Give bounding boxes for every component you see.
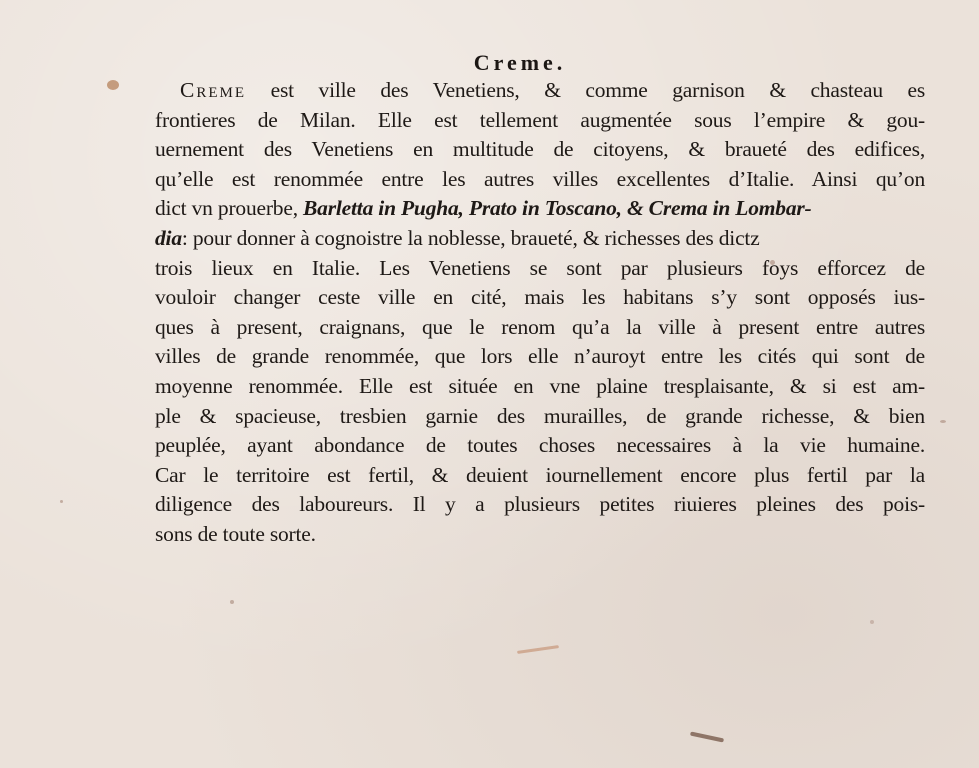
paper-fiber [690,732,724,743]
text-line [155,194,925,224]
text-line: diligence des laboureurs. Il y a plusieurs petites riuieres pleines des pois- [155,492,925,517]
paper-speck [230,600,234,604]
text-line: peuplée, ayant abondance de toutes choses necessaires à la vie humaine. [155,433,925,458]
text-line: vouloir changer ceste ville en cité, mais les habitans s’y sont opposés ius- [155,285,925,310]
text-line: ques à present, craignans, que le renom qu’a la ville à present entre autres [155,314,925,339]
paper-speck [60,500,63,503]
paper-speck [870,620,874,624]
text-line: villes de grande renommée, que lors elle n’auroyt entre les cités qui sont de [155,344,925,369]
text-line: moyenne renommée. Elle est située en vne plaine tresplaisante, & si est am- [155,373,925,398]
paper-fiber [517,645,559,654]
paper-speck [940,420,946,423]
text-line: Car le territoire est fertil, & deuient iournellement encore plus fertil par la [155,462,925,487]
line-text: dict vn prouerbe, [155,196,304,221]
text-line [155,76,925,106]
line-text: est ville des Venetiens, & comme garnison & chasteau es [246,78,925,102]
italic-proverb: Barletta in Pugha, Prato in Toscano, & Crema in Lombar- [303,196,812,221]
section-heading: Creme. [473,50,567,75]
text-line: frontieres de Milan. Elle est tellement augmentée sous l’empire & gou- [155,107,925,132]
text-line: trois lieux en Italie. Les Venetiens se sont par plusieurs foys efforcez de [155,255,925,280]
italic-proverb: dia [155,225,182,250]
text-line: ple & spacieuse, tresbien garnie des murailles, de grande richesse, & bien [155,403,925,428]
line-text: : pour donner à cognoistre la noblesse, braueté, & richesses des dictz [181,225,760,250]
text-line [155,224,925,254]
text-line: qu’elle est renommée entre les autres villes excellentes d’Italie. Ainsi qu’on [155,166,925,191]
text-line: uernement des Venetiens en multitude de citoyens, & braueté des edifices, [155,137,925,162]
opening-word: Creme [180,78,247,102]
body-paragraph [155,76,925,550]
text-line: sons de toute sorte. [155,521,316,546]
paper-stain [107,80,119,90]
